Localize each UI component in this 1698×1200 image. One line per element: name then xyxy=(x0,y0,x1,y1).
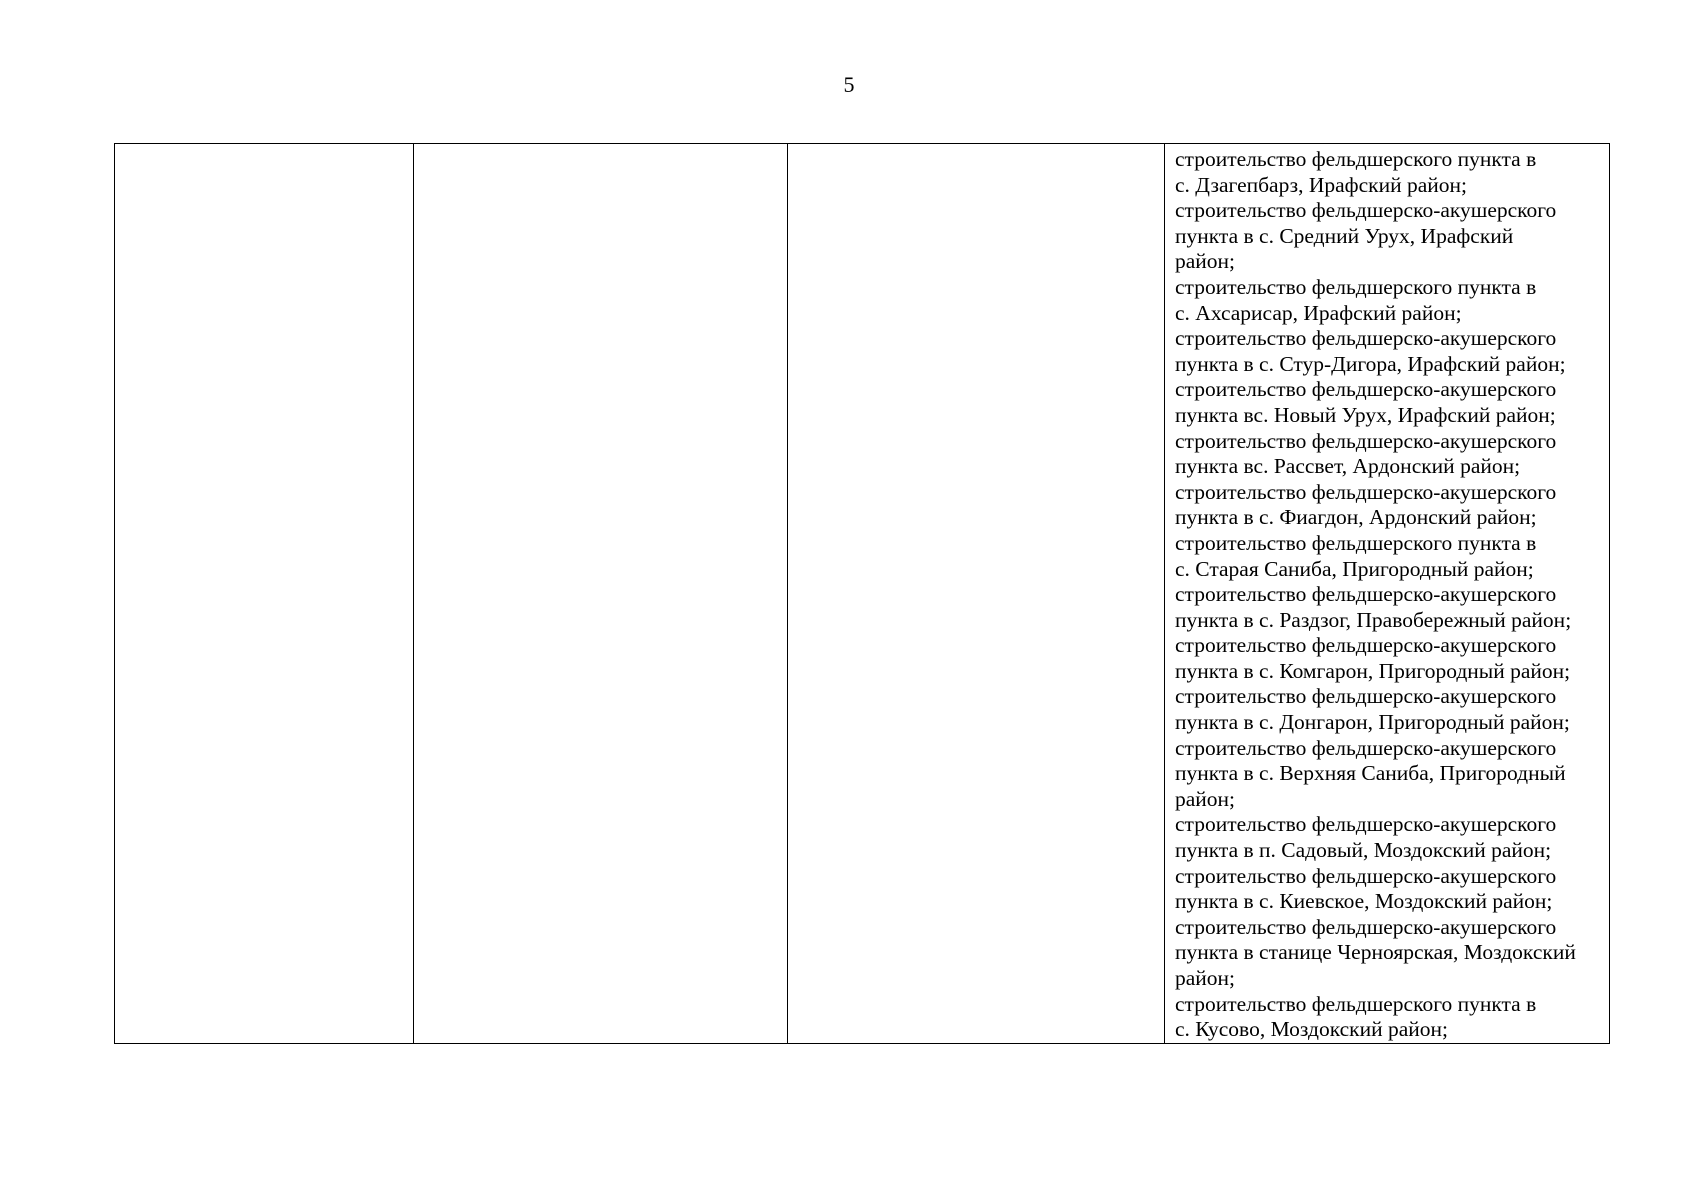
table-cell-col-3 xyxy=(788,144,1165,1044)
list-line: с. Ахсарисар, Ирафский район; xyxy=(1175,300,1462,325)
page-number: 5 xyxy=(843,72,855,97)
construction-list xyxy=(1165,144,1609,1043)
list-line: с. Кусово, Моздокский район; xyxy=(1175,1017,1449,1042)
table-row xyxy=(115,144,1610,1044)
list-line: строительство фельдшерско-акушерского xyxy=(1175,479,1557,504)
list-line: строительство фельдшерско-акушерского xyxy=(1175,582,1557,607)
list-line: пункта вс. Рассвет, Ардонский район; xyxy=(1175,454,1521,479)
list-line: пункта в с. Верхняя Саниба, Пригородный xyxy=(1175,761,1566,786)
list-line: пункта в с. Раздзог, Правобережный район; xyxy=(1175,607,1572,632)
list-line: пункта в с. Стур-Дигора, Ирафский район; xyxy=(1175,351,1566,376)
list-line: пункта в с. Киевское, Моздокский район; xyxy=(1175,889,1553,914)
list-line: строительство фельдшерского пункта в xyxy=(1175,274,1537,299)
list-line: строительство фельдшерско-акушерского xyxy=(1175,633,1557,658)
list-line: строительство фельдшерско-акушерского xyxy=(1175,735,1557,760)
list-line: строительство фельдшерско-акушерского xyxy=(1175,377,1557,402)
list-line: строительство фельдшерско-акушерского xyxy=(1175,428,1557,453)
list-line: район; xyxy=(1175,786,1236,811)
list-line: пункта в с. Средний Урух, Ирафский xyxy=(1175,223,1514,248)
table-cell-col-4 xyxy=(1165,144,1610,1044)
list-line: строительство фельдшерско-акушерского xyxy=(1175,863,1557,888)
list-line: пункта вс. Новый Урух, Ирафский район; xyxy=(1175,402,1556,427)
list-line: строительство фельдшерско-акушерского xyxy=(1175,684,1557,709)
list-line: пункта в с. Комгарон, Пригородный район; xyxy=(1175,658,1571,683)
list-line: строительство фельдшерского пункта в xyxy=(1175,147,1537,171)
list-line: строительство фельдшерского пункта в xyxy=(1175,991,1537,1016)
list-line: район; xyxy=(1175,249,1236,274)
list-line: район; xyxy=(1175,966,1236,990)
list-line: строительство фельдшерско-акушерского xyxy=(1175,326,1557,351)
list-line: пункта в с. Фиагдон, Ардонский район; xyxy=(1175,505,1537,530)
document-table xyxy=(114,143,1610,1044)
list-line: строительство фельдшерско-акушерского xyxy=(1175,812,1557,837)
list-line: строительство фельдшерского пункта в xyxy=(1175,530,1537,555)
list-line: строительство фельдшерско-акушерского xyxy=(1175,198,1557,223)
table-cell-col-2 xyxy=(414,144,788,1044)
list-line: строительство фельдшерско-акушерского xyxy=(1175,914,1557,939)
list-line: пункта в п. Садовый, Моздокский район; xyxy=(1175,838,1552,863)
table-cell-col-1 xyxy=(115,144,414,1044)
list-line: с. Старая Саниба, Пригородный район; xyxy=(1175,556,1534,581)
list-line: пункта в станице Черноярская, Моздокский xyxy=(1175,940,1576,965)
list-line: с. Дзагепбарз, Ирафский район; xyxy=(1175,172,1468,197)
list-line: пункта в с. Донгарон, Пригородный район; xyxy=(1175,710,1570,735)
